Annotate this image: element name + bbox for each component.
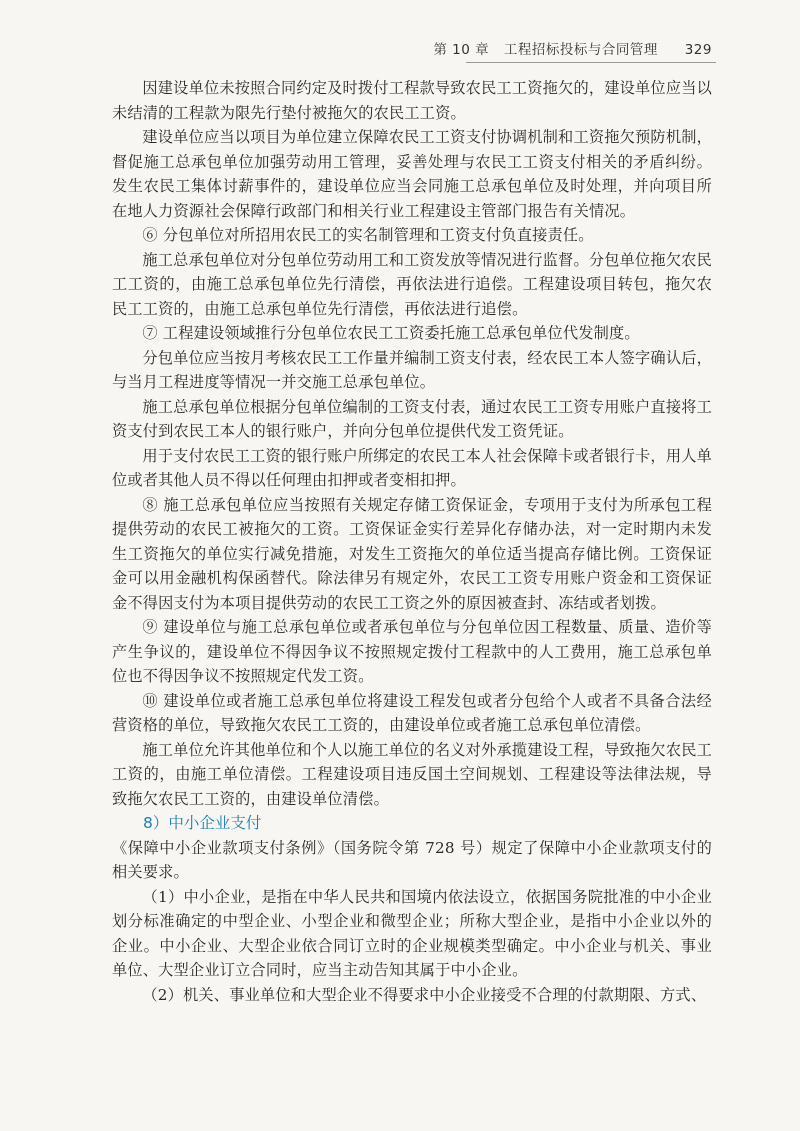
section-heading: 8）中小企业支付 — [143, 814, 262, 832]
page-body — [112, 76, 712, 1007]
page-number: 329 — [684, 42, 712, 58]
chapter-number: 第 10 章 — [433, 42, 490, 58]
paragraph: 因建设单位未按照合同约定及时拨付工程款导致农民工工资拖欠的，建设单位应当以未结清的工程款为限先行垫付被拖欠的农民工工资。 — [112, 79, 712, 122]
paragraph: （1）中小企业，是指在中华人民共和国境内依法设立，依据国务院批准的中小企业划分标准确定的中型企业、小型企业和微型企业；所称大型企业，是指中小企业以外的企业。中小企业、大型企业依合同订立时的企业规模类型确定。中小企业与机关、事业单位、大型企业订立合同时，应当主动告知其属于中小企业。 — [112, 887, 712, 979]
paragraph: （2）机关、事业单位和大型企业不得要求中小企业接受不合理的付款期限、方式、 — [142, 985, 707, 1004]
header-rule — [466, 62, 716, 63]
paragraph: ⑦ 工程建设领域推行分包单位农民工工资委托施工总承包单位代发制度。 — [142, 324, 640, 342]
paragraph: 分包单位应当按月考核农民工工作量并编制工资支付表，经农民工本人签字确认后，与当月工程进度等情况一并交施工总承包单位。 — [112, 348, 712, 391]
paragraph: ⑥ 分包单位对所招用农民工的实名制管理和工资支付负直接责任。 — [142, 226, 594, 244]
paragraph: 《保障中小企业款项支付条例》（国务院令第 728 号）规定了保障中小企业款项支付的相关要求。 — [112, 838, 712, 881]
paragraph: 施工总承包单位对分包单位劳动用工和工资发放等情况进行监督。分包单位拖欠农民工工资的，由施工总承包单位先行清偿，再依法进行追偿。工程建设项目转包，拖欠农民工工资的，由施工总承包单位先行清偿，再依法进行追偿。 — [112, 250, 712, 318]
paragraph: ⑧ 施工总承包单位应当按照有关规定存储工资保证金，专项用于支付为所承包工程提供劳动的农民工被拖欠的工资。工资保证金实行差异化存储办法，对一定时期内未发生工资拖欠的单位实行减免措施，对发生工资拖欠的单位适当提高存储比例。工资保证金可以用金融机构保函替代。除法律另有规定外，农民工工资专用账户资金和工资保证金不得因支付为本项目提供劳动的农民工工资之外的原因被查封、冻结或者划拨。 — [112, 495, 712, 612]
paragraph: 用于支付农民工工资的银行账户所绑定的农民工本人社会保障卡或者银行卡，用人单位或者其他人员不得以任何理由扣押或者变相扣押。 — [112, 446, 712, 489]
paragraph: 施工单位允许其他单位和个人以施工单位的名义对外承揽建设工程，导致拖欠农民工工资的，由施工单位清偿。工程建设项目违反国土空间规划、工程建设等法律法规，导致拖欠农民工工资的，由建设单位清偿。 — [112, 740, 712, 808]
paragraph: 建设单位应当以项目为单位建立保障农民工工资支付协调机制和工资拖欠预防机制，督促施工总承包单位加强劳动用工管理，妥善处理与农民工工资支付相关的矛盾纠纷。发生农民工集体讨薪事件的，建设单位应当会同施工总承包单位及时处理，并向项目所在地人力资源社会保障行政部门和相关行业工程建设主管部门报告有关情况。 — [112, 128, 712, 220]
paragraph: 施工总承包单位根据分包单位编制的工资支付表，通过农民工工资专用账户直接将工资支付到农民工本人的银行账户，并向分包单位提供代发工资凭证。 — [112, 397, 712, 440]
paragraph: ⑩ 建设单位或者施工总承包单位将建设工程发包或者分包给个人或者不具备合法经营资格的单位，导致拖欠农民工工资的，由建设单位或者施工总承包单位清偿。 — [112, 691, 712, 734]
page-header — [0, 38, 712, 58]
chapter-title: 工程招标投标与合同管理 — [503, 42, 658, 58]
paragraph: ⑨ 建设单位与施工总承包单位或者承包单位与分包单位因工程数量、质量、造价等产生争议的，建设单位不得因争议不按照规定拨付工程款中的人工费用，施工总承包单位也不得因争议不按照规定代发工资。 — [112, 618, 712, 685]
